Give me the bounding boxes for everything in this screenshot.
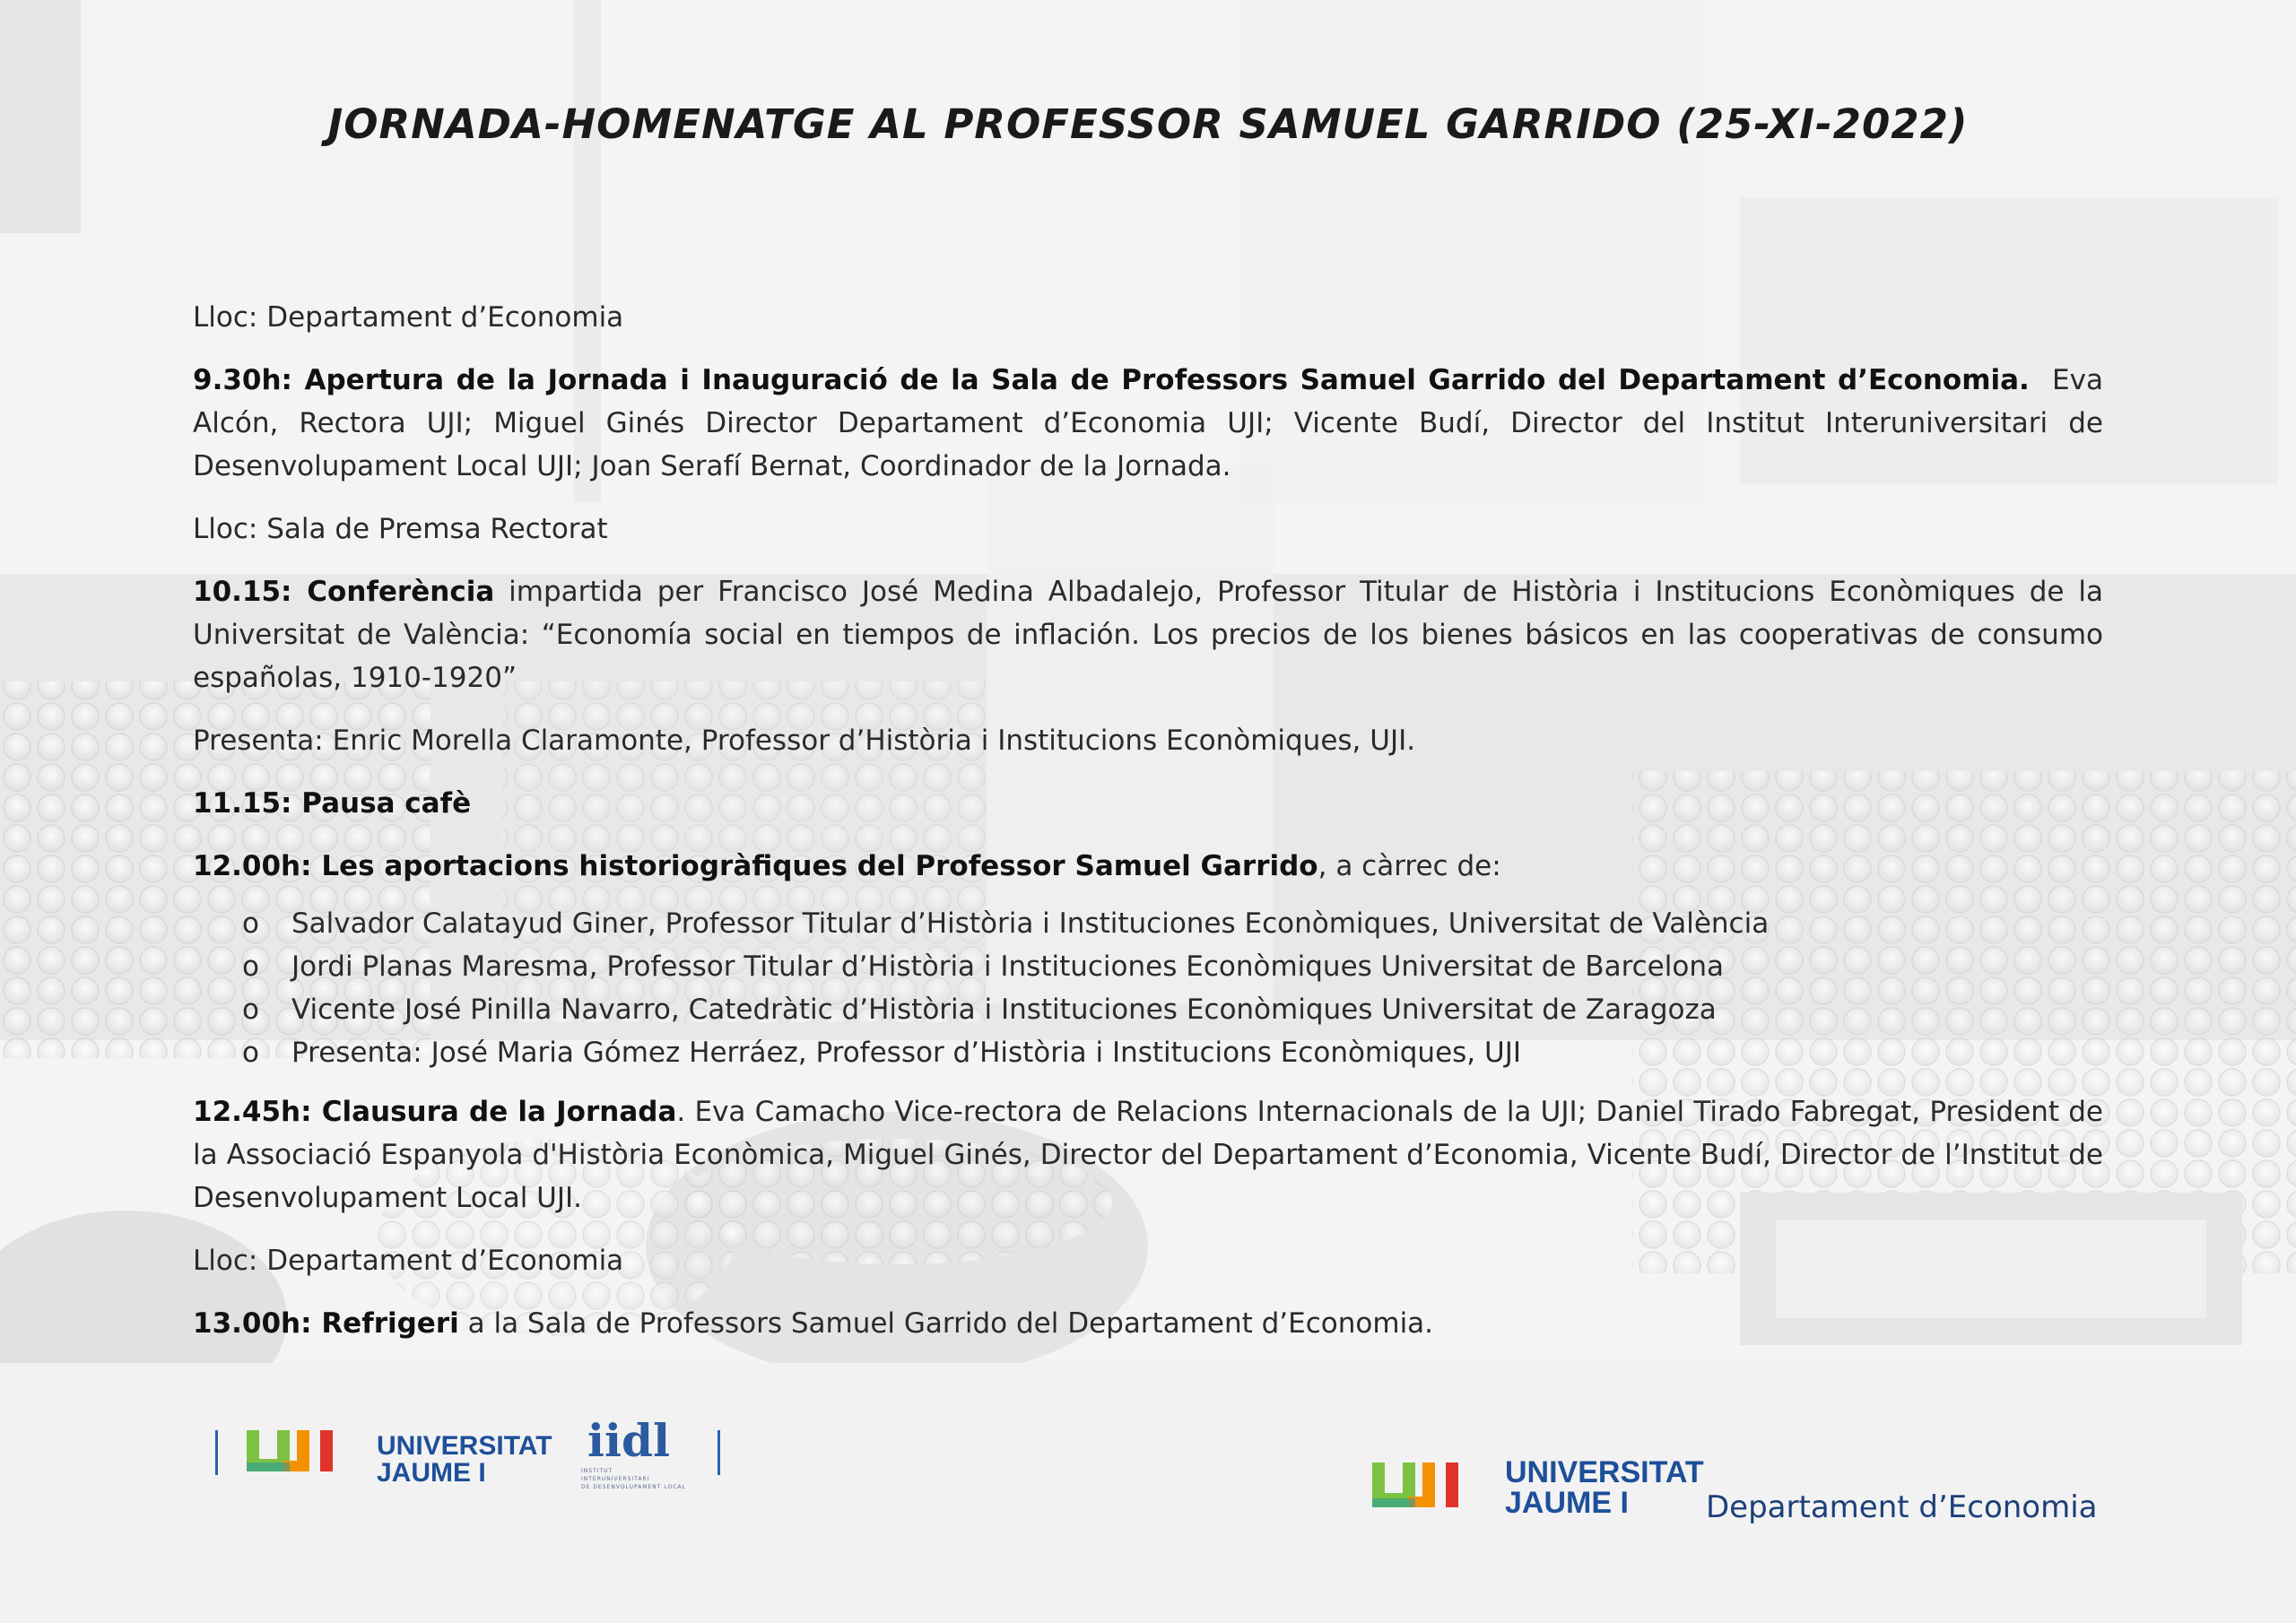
- divider: [718, 1430, 720, 1475]
- footer-logos-left: [215, 1414, 726, 1490]
- iidl-sub-1: INSTITUT: [581, 1468, 613, 1474]
- department-name: Departament d’Economia: [1706, 1489, 2098, 1525]
- location-3: Lloc: Departament d’Economia: [193, 1245, 624, 1277]
- bullet-icon: o: [242, 950, 259, 983]
- bullet-icon: o: [242, 907, 259, 940]
- list-item: o Presenta: José Maria Gómez Herráez, Professor d’Història i Institucions Econòmiques, UJI: [193, 1031, 2103, 1074]
- location-2: Lloc: Sala de Premsa Rectorat: [193, 513, 608, 545]
- program-item-opening: [193, 359, 2103, 488]
- list-item: o Vicente José Pinilla Navarro, Catedràtic d’Història i Instituciones Econòmiques Universitat de Zaragoza: [193, 988, 2103, 1031]
- divider: [215, 1430, 218, 1475]
- uji-wordmark-line1: UNIVERSITAT: [1505, 1455, 1704, 1489]
- presenter-line: Presenta: Enric Morella Claramonte, Professor d’Història i Institucions Econòmiques, UJI.: [193, 725, 1416, 757]
- uji-wordmark-line2: JAUME I: [377, 1458, 486, 1488]
- item-text: Eva Alcón, Rectora UJI; Miguel Ginés Director Departament d’Economia UJI; Vicente Budí, Director del Institut Interuniversitari de Desenvolupament Local UJI; Joan Serafí Bernat, Coordinador de la Jornada.: [193, 364, 2103, 482]
- item-text: impartida per Francisco José Medina Albadalejo, Professor Titular de Història i Institucions Econòmiques de la Universitat de València: “Economía social en tiempos de inflación. Los precios de los bienes básicos en las cooperativas de consumo españolas, 1910-1920”: [193, 576, 2104, 694]
- item-time-title: 9.30h: Apertura de la Jornada i Inauguració de la Sala de Professors Samuel Garrido del Departament d’Economia.: [193, 364, 2030, 396]
- program-item-closing: [193, 1090, 2103, 1219]
- uji-logo-icon: [1372, 1462, 1493, 1513]
- uji-wordmark-line2: JAUME I: [1505, 1486, 1629, 1520]
- program-item-round-table: [193, 845, 2103, 888]
- bullet-icon: o: [242, 1037, 259, 1069]
- iidl-logo-icon: iidl: [587, 1414, 670, 1467]
- item-time-title: 12.00h: Les aportacions historiogràfiques del Professor Samuel Garrido: [193, 850, 1318, 882]
- uji-logo-icon: [247, 1430, 368, 1477]
- iidl-sub-3: DE DESENVOLUPAMENT LOCAL: [581, 1484, 686, 1490]
- item-time-title: 13.00h: Refrigeri: [193, 1307, 459, 1340]
- item-text: , a càrrec de:: [1318, 850, 1501, 882]
- list-item: o Jordi Planas Maresma, Professor Titular d’Història i Instituciones Econòmiques Universitat de Barcelona: [193, 945, 2103, 988]
- item-text: a la Sala de Professors Samuel Garrido del Departament d’Economia.: [458, 1307, 1434, 1340]
- item-time-title: 11.15: Pausa cafè: [193, 787, 472, 820]
- page-title: JORNADA-HOMENATGE AL PROFESSOR SAMUEL GARRIDO (25-XI-2022): [327, 100, 1969, 148]
- item-text: . Eva Camacho Vice-rectora de Relacions Internacionals de la UJI; Daniel Tirado Fabregat, President de la Associació Espanyola d'Història Econòmica, Miguel Ginés, Director del Departament d’Economia, Vicente Budí, Director de l’Institut de Desenvolupament Local UJI.: [193, 1096, 2104, 1214]
- program-item-refreshment: [193, 1302, 2103, 1345]
- footer-logos-right: [1372, 1457, 2179, 1529]
- speaker-list: [193, 902, 2103, 1074]
- location-1: Lloc: Departament d’Economia: [193, 301, 624, 334]
- program: [193, 296, 2103, 1365]
- uji-wordmark-line1: UNIVERSITAT: [377, 1431, 552, 1461]
- iidl-sub-2: INTERUNIVERSITARI: [581, 1476, 650, 1482]
- bullet-icon: o: [242, 994, 259, 1026]
- item-time-title: 10.15: Conferència: [193, 576, 495, 608]
- list-item: o Salvador Calatayud Giner, Professor Titular d’Història i Instituciones Econòmiques, Universitat de València: [193, 902, 2103, 945]
- item-time-title: 12.45h: Clausura de la Jornada: [193, 1096, 677, 1128]
- program-item-break: [193, 782, 2103, 825]
- program-item-conference: [193, 570, 2103, 699]
